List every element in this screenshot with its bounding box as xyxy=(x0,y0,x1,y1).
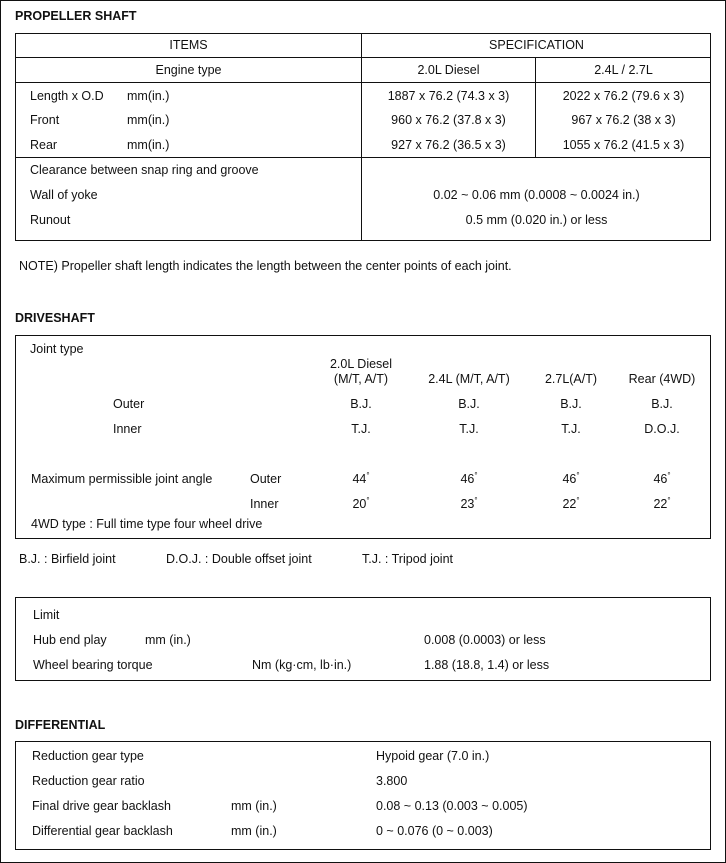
row-length-petrol: 2022 x 76.2 (79.6 x 3) xyxy=(562,89,685,103)
final-drive-backlash-unit: mm (in.) xyxy=(231,799,277,813)
col-24l: 2.4L (M/T, A/T) xyxy=(428,372,510,386)
col-rear-4wd: Rear (4WD) xyxy=(628,372,696,386)
inner-joint-diesel: T.J. xyxy=(351,422,371,436)
hub-end-play-unit: mm (in.) xyxy=(145,633,191,647)
angle-outer-27l: 46° xyxy=(562,471,580,486)
degree-symbol: ° xyxy=(667,496,671,505)
fourwd-note: 4WD type : Full time type four wheel drive xyxy=(31,517,263,531)
inner-joint-24l: T.J. xyxy=(459,422,479,436)
hub-end-play-value: 0.008 (0.0003) or less xyxy=(424,633,546,647)
engine-col-diesel: 2.0L Diesel xyxy=(417,63,480,77)
angle-inner-label: Inner xyxy=(250,497,279,511)
runout-value: 0.5 mm (0.020 in.) or less xyxy=(465,213,608,227)
inner-joint-label: Inner xyxy=(113,422,142,436)
inner-joint-rear: D.O.J. xyxy=(644,422,680,436)
wheel-bearing-torque-unit: Nm (kg·cm, lb·in.) xyxy=(252,658,352,672)
degree-symbol: ° xyxy=(667,471,671,480)
degree-symbol: ° xyxy=(366,496,370,505)
legend-tj: T.J. : Tripod joint xyxy=(362,552,454,566)
runout-label: Runout xyxy=(30,213,71,227)
outer-joint-diesel: B.J. xyxy=(350,397,372,411)
row-rear-unit: mm(in.) xyxy=(127,138,170,152)
wall-of-yoke-label: Wall of yoke xyxy=(30,188,98,202)
row-front-diesel: 960 x 76.2 (37.8 x 3) xyxy=(391,113,506,127)
hub-end-play-label: Hub end play xyxy=(33,633,107,647)
propeller-shaft-heading: PROPELLER SHAFT xyxy=(15,9,137,23)
specification-header: SPECIFICATION xyxy=(489,38,584,52)
reduction-gear-type-value: Hypoid gear (7.0 in.) xyxy=(376,749,490,763)
differential-backlash-unit: mm (in.) xyxy=(231,824,277,838)
wall-of-yoke-value: 0.02 ~ 0.06 mm (0.0008 ~ 0.0024 in.) xyxy=(433,188,640,202)
final-drive-backlash-value: 0.08 ~ 0.13 (0.003 ~ 0.005) xyxy=(376,799,528,813)
row-front-unit: mm(in.) xyxy=(127,113,170,127)
outer-joint-24l: B.J. xyxy=(458,397,480,411)
col-27l: 2.7L(A/T) xyxy=(544,372,598,386)
degree-symbol: ° xyxy=(474,471,478,480)
col-diesel-line1: 2.0L Diesel xyxy=(329,357,393,371)
col-diesel-line2: (M/T, A/T) xyxy=(333,372,389,386)
reduction-gear-ratio-label: Reduction gear ratio xyxy=(32,774,145,788)
joint-type-label: Joint type xyxy=(30,342,84,356)
engine-col-petrol: 2.4L / 2.7L xyxy=(594,63,653,77)
angle-inner-24l: 23° xyxy=(460,496,478,511)
angle-inner-diesel: 20° xyxy=(352,496,370,511)
clearance-label: Clearance between snap ring and groove xyxy=(30,163,259,177)
degree-symbol: ° xyxy=(576,471,580,480)
max-joint-angle-label: Maximum permissible joint angle xyxy=(31,472,213,486)
row-length-unit: mm(in.) xyxy=(127,89,170,103)
reduction-gear-ratio-value: 3.800 xyxy=(376,774,408,788)
row-front-label: Front xyxy=(30,113,60,127)
driveshaft-heading: DRIVESHAFT xyxy=(15,311,95,325)
row-length-diesel: 1887 x 76.2 (74.3 x 3) xyxy=(387,89,510,103)
inner-joint-27l: T.J. xyxy=(561,422,581,436)
differential-backlash-label: Differential gear backlash xyxy=(32,824,173,838)
reduction-gear-type-label: Reduction gear type xyxy=(32,749,144,763)
angle-outer-label: Outer xyxy=(250,472,282,486)
limit-title: Limit xyxy=(33,608,60,622)
angle-outer-rear: 46° xyxy=(653,471,671,486)
differential-backlash-value: 0 ~ 0.076 (0 ~ 0.003) xyxy=(376,824,493,838)
angle-outer-24l: 46° xyxy=(460,471,478,486)
degree-symbol: ° xyxy=(474,496,478,505)
legend-bj: B.J. : Birfield joint xyxy=(19,552,116,566)
final-drive-backlash-label: Final drive gear backlash xyxy=(32,799,171,813)
propeller-note: NOTE) Propeller shaft length indicates the length between the center points of each joint. xyxy=(19,259,512,273)
legend-doj: D.O.J. : Double offset joint xyxy=(166,552,312,566)
angle-inner-rear: 22° xyxy=(653,496,671,511)
row-length-label: Length x O.D xyxy=(30,89,104,103)
row-front-petrol: 967 x 76.2 (38 x 3) xyxy=(571,113,676,127)
items-header: ITEMS xyxy=(169,38,208,52)
row-rear-label: Rear xyxy=(30,138,58,152)
differential-heading: DIFFERENTIAL xyxy=(15,718,106,732)
degree-symbol: ° xyxy=(576,496,580,505)
wheel-bearing-torque-label: Wheel bearing torque xyxy=(33,658,153,672)
angle-outer-diesel: 44° xyxy=(352,471,370,486)
outer-joint-27l: B.J. xyxy=(560,397,582,411)
wheel-bearing-torque-value: 1.88 (18.8, 1.4) or less xyxy=(424,658,550,672)
angle-inner-27l: 22° xyxy=(562,496,580,511)
outer-joint-label: Outer xyxy=(113,397,145,411)
row-rear-petrol: 1055 x 76.2 (41.5 x 3) xyxy=(562,138,685,152)
degree-symbol: ° xyxy=(366,471,370,480)
row-rear-diesel: 927 x 76.2 (36.5 x 3) xyxy=(391,138,506,152)
outer-joint-rear: B.J. xyxy=(651,397,673,411)
engine-type-label: Engine type xyxy=(155,63,222,77)
